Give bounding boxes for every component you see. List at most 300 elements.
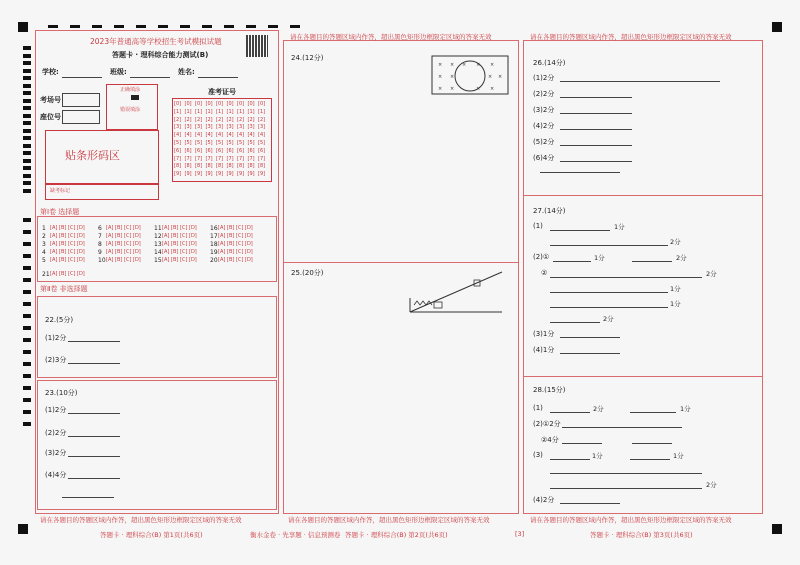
q28-part1: (1) [533,404,543,412]
timing-mark [23,326,31,330]
q28-answer-3b[interactable] [630,459,670,460]
timing-mark [23,338,31,342]
mc-option-bubble[interactable]: [D] [77,233,85,239]
svg-text:×: × [488,74,493,80]
q27-score-3: 1分 [594,254,605,262]
admission-digit-bubble[interactable]: [1] [184,108,192,115]
q28-score-1: 2分 [593,405,604,413]
mc-option-bubble[interactable]: [A] [50,241,58,247]
class-label: 班级: [110,68,127,76]
panel2-footer-warning: 请在各题目的答题区域内作答，超出黑色矩形边框限定区域的答案无效 [288,516,490,524]
mc-option-bubble[interactable]: [C] [180,225,188,231]
q23-part4: (4)4分 [45,471,67,479]
admission-digit-bubble[interactable]: [7] [174,155,182,162]
admission-digit-bubble[interactable]: [5] [226,140,234,146]
timing-mark [23,129,31,133]
admission-digit-bubble[interactable]: [9] [247,171,255,178]
timing-mark [23,410,31,414]
school-field[interactable] [62,77,102,78]
mc-option-bubble[interactable]: [B] [171,257,179,263]
admission-digit-bubble[interactable]: [6] [195,147,203,154]
mc-option-bubble[interactable]: [C] [236,257,244,263]
q27-answer-4[interactable] [560,353,620,354]
q23-answer-1[interactable] [68,413,120,414]
mc-question-number: 3 [42,241,46,248]
timing-mark [23,218,31,222]
mc-option-bubble[interactable]: [A] [106,249,114,255]
mc-option-bubble[interactable]: [B] [227,241,235,247]
admission-digit-bubble[interactable]: [1] [195,108,203,115]
q26-answer-line[interactable] [560,81,720,82]
q27-answer-2c[interactable] [550,277,702,278]
admission-digit-bubble[interactable]: [8] [237,163,245,170]
mc-option-bubble[interactable]: [B] [59,241,67,247]
admission-digit-bubble[interactable]: [3] [184,124,192,131]
top-timing-mark [268,25,278,28]
mc-option-bubble[interactable]: [C] [236,249,244,255]
mc-option-bubble[interactable]: [B] [59,257,67,263]
mc-option-bubble[interactable]: [D] [77,257,85,263]
admission-digit-bubble[interactable]: [5] [247,140,255,146]
q27-score-4: 2分 [676,254,687,262]
admission-digit-bubble[interactable]: [0] [195,101,203,107]
admission-digit-bubble[interactable]: [6] [247,147,255,154]
admission-digit-bubble[interactable]: [7] [258,155,266,162]
admission-digit-bubble[interactable]: [7] [205,155,213,162]
mc-option-bubble[interactable]: [C] [124,257,132,263]
q28-part4: (4)2分 [533,496,555,504]
q26-answer-line[interactable] [560,145,632,146]
q27-part4: (4)1分 [533,346,555,354]
admission-digit-bubble[interactable]: [2] [237,116,245,123]
mc-option-bubble[interactable]: [A] [162,249,170,255]
mc-question-number: 10 [98,257,106,264]
mc-option-bubble[interactable]: [D] [245,249,253,255]
mc-option-bubble[interactable]: [D] [133,241,141,247]
mc-question-number: 20 [210,257,218,264]
q24-title: 24.(12分) [291,54,324,62]
mc-question-number: 4 [42,249,46,256]
admission-digit-bubble[interactable]: [0] [247,101,255,107]
admission-digit-bubble[interactable]: [0] [258,101,266,107]
q27-answer-1a[interactable] [550,230,610,231]
mc-option-bubble[interactable]: [D] [189,225,197,231]
q28-answer-2b[interactable] [562,443,602,444]
admission-digit-bubble[interactable]: [9] [258,171,266,178]
admission-digit-bubble[interactable]: [6] [184,147,192,154]
q23-part1: (1)2分 [45,406,67,414]
section-multiple-choice: 第Ⅰ卷 选择题 [40,208,80,216]
answer-sheet-subtitle: 答题卡 · 理科综合能力测试(B) [112,51,209,59]
mc-option-bubble[interactable]: [D] [133,257,141,263]
top-timing-mark [290,25,300,28]
q24-q25-divider [283,262,518,263]
admission-digit-bubble[interactable]: [3] [195,124,203,131]
q26-part: (6)4分 [533,154,555,162]
admission-digit-bubble[interactable]: [4] [247,132,255,139]
mc-option-bubble[interactable]: [C] [236,225,244,231]
q25-title: 25.(20分) [291,269,324,277]
mc-option-bubble[interactable]: [D] [189,257,197,263]
admission-digit-bubble[interactable]: [1] [174,108,182,115]
mc-option-bubble[interactable]: [B] [59,233,67,239]
admission-digit-bubble[interactable]: [1] [258,108,266,115]
q28-answer-1a[interactable] [550,412,590,413]
mc-question-number: 14 [154,249,162,256]
admission-digit-bubble[interactable]: [9] [205,171,213,178]
q26-answer-line[interactable] [560,97,632,98]
admission-digit-bubble[interactable]: [7] [216,155,224,162]
admission-digit-bubble[interactable]: [0] [237,101,245,107]
mc-option-bubble[interactable]: [B] [227,225,235,231]
mc-option-bubble[interactable]: [D] [133,233,141,239]
q27-answer-2f[interactable] [550,322,600,323]
q23-answer-4b[interactable] [62,497,114,498]
admission-digit-bubble[interactable]: [9] [195,171,203,178]
mc-option-bubble[interactable]: [B] [115,249,123,255]
admission-digit-bubble[interactable]: [8] [226,163,234,170]
admission-digit-bubble[interactable]: [7] [226,155,234,162]
timing-mark [23,314,31,318]
svg-text:×: × [450,74,455,80]
timing-mark [23,266,31,270]
admission-digit-bubble[interactable]: [9] [184,171,192,178]
mc-option-bubble[interactable]: [B] [59,270,67,277]
mc-option-bubble[interactable]: [A] [50,257,58,263]
panel3-footer-page: 答题卡 · 理科综合(B) 第3页(共6页) [590,531,693,539]
admission-digit-bubble[interactable]: [3] [247,124,255,131]
mc-option-bubble[interactable]: [A] [218,249,226,255]
timing-mark [23,422,31,426]
q27-answer-1b[interactable] [550,245,668,246]
q22-part1: (1)2分 [45,334,67,342]
mc-option-bubble[interactable]: [B] [115,233,123,239]
mc-option-bubble[interactable]: [B] [115,241,123,247]
mc-option-bubble[interactable]: [C] [68,233,76,239]
admission-digit-bubble[interactable]: [8] [184,163,192,170]
admission-digit-bubble[interactable]: [8] [247,163,255,170]
admission-digit-bubble[interactable]: [4] [184,132,192,139]
q23-title: 23.(10分) [45,389,78,397]
mc-option-bubble[interactable]: [A] [106,233,114,239]
q28-answer-2c[interactable] [632,443,672,444]
mc-question-number: 18 [210,241,218,248]
q28-answer-3c[interactable] [550,473,702,474]
svg-text:×: × [498,74,503,80]
mc-option-bubble[interactable]: [C] [124,225,132,231]
mc-option-bubble[interactable]: [D] [77,270,85,277]
mc-option-bubble[interactable]: [B] [227,249,235,255]
admission-digit-bubble[interactable]: [9] [174,171,182,178]
admission-digit-bubble[interactable]: [2] [184,116,192,123]
q23-answer-3[interactable] [68,456,120,457]
admission-digit-bubble[interactable]: [7] [195,155,203,162]
q27-score-7: 1分 [670,300,681,308]
timing-mark [23,114,31,118]
q26-answer-line-extra[interactable] [540,172,620,173]
admission-digit-bubble[interactable]: [8] [174,163,182,170]
mc-option-bubble[interactable]: [C] [180,249,188,255]
admission-digit-bubble[interactable]: [0] [216,101,224,107]
mc-option-bubble[interactable]: [A] [162,257,170,263]
mc-option-bubble[interactable]: [C] [68,249,76,255]
mc-question-number: 16 [210,225,218,232]
admission-digit-bubble[interactable]: [4] [195,132,203,139]
admission-digit-bubble[interactable]: [4] [216,132,224,139]
mc-option-bubble[interactable]: [D] [77,249,85,255]
mc-option-bubble[interactable]: [D] [77,225,85,231]
q22-part2: (2)3分 [45,356,67,364]
top-timing-mark [136,25,146,28]
corner-mark [18,524,28,534]
name-field[interactable] [198,77,238,78]
admission-digit-bubble[interactable]: [0] [226,101,234,107]
admission-digit-bubble[interactable]: [5] [258,140,266,146]
name-label: 姓名: [178,68,195,76]
section-non-multiple-choice: 第Ⅱ卷 非选择题 [40,285,88,293]
admission-digit-bubble[interactable]: [2] [195,116,203,123]
mc-question-number: 1 [42,225,46,232]
mc-option-bubble[interactable]: [C] [68,225,76,231]
q23-part2: (2)2分 [45,429,67,437]
mc-option-bubble[interactable]: [D] [245,233,253,239]
admission-digit-bubble[interactable]: [1] [205,108,213,115]
q27-score-2: 2分 [670,238,681,246]
timing-mark [23,350,31,354]
exam-title: 2023年普通高等学校招生考试模拟试题 [90,37,222,46]
q28-answer-2a[interactable] [562,427,682,428]
class-field[interactable] [130,77,170,78]
q27-q28-divider [523,376,762,377]
q27-answer-2b[interactable] [632,261,672,262]
exam-room-label: 考场号 [40,96,61,104]
admission-digit-bubble[interactable]: [5] [237,140,245,146]
admission-digit-bubble[interactable]: [6] [174,147,182,154]
admission-digit-bubble[interactable]: [5] [174,140,182,146]
q28-title: 28.(15分) [533,386,566,394]
mc-option-bubble[interactable]: [A] [218,225,226,231]
admission-digit-bubble[interactable]: [3] [216,124,224,131]
mc-option-bubble[interactable]: [B] [59,225,67,231]
admission-digit-bubble[interactable]: [2] [174,116,182,123]
q27-score-1: 1分 [614,223,625,231]
q23-answer-2[interactable] [68,436,120,437]
admission-digit-bubble[interactable]: [4] [237,132,245,139]
admission-digit-bubble[interactable]: [5] [184,140,192,146]
timing-mark [23,374,31,378]
q28-answer-3d[interactable] [550,488,702,489]
mc-option-bubble[interactable]: [D] [133,249,141,255]
q28-answer-1b[interactable] [630,412,676,413]
admission-digit-bubble[interactable]: [2] [226,116,234,123]
q28-score-4: 1分 [673,452,684,460]
mc-option-bubble[interactable]: [C] [236,241,244,247]
q27-score-6: 1分 [670,285,681,293]
admission-digit-bubble[interactable]: [0] [174,101,182,107]
admission-digit-bubble[interactable]: [2] [258,116,266,123]
timing-mark [23,151,31,155]
mc-option-bubble[interactable]: [B] [227,233,235,239]
missing-mark-label: 缺考标记 [50,188,71,194]
mc-option-bubble[interactable]: [C] [68,241,76,247]
admission-digit-bubble[interactable]: [8] [216,163,224,170]
admission-digit-bubble[interactable]: [7] [247,155,255,162]
mc-option-bubble[interactable]: [A] [218,241,226,247]
mc-option-bubble[interactable]: [B] [227,257,235,263]
q26-title: 26.(14分) [533,59,566,67]
mc-question-number: 19 [210,249,218,256]
mc-question-number: 2 [42,233,46,240]
mc-option-bubble[interactable]: [D] [189,241,197,247]
top-timing-mark [70,25,80,28]
panel2-footer-brand: 衡水金卷 · 先享题 · 信息预测卷 [250,531,341,539]
admission-digit-bubble[interactable]: [5] [205,140,213,146]
admission-digit-bubble[interactable]: [5] [216,140,224,146]
mc-option-bubble[interactable]: [A] [218,233,226,239]
q26-answer-line[interactable] [560,161,632,162]
mc-option-bubble[interactable]: [C] [124,233,132,239]
admission-digit-bubble[interactable]: [3] [226,124,234,131]
mc-option-bubble[interactable]: [C] [124,249,132,255]
q26-answer-line[interactable] [560,113,632,114]
mc-option-bubble[interactable]: [A] [162,225,170,231]
admission-digit-bubble[interactable]: [1] [226,108,234,115]
mc-option-bubble[interactable]: [C] [236,233,244,239]
admission-digit-bubble[interactable]: [6] [237,147,245,154]
mc-option-bubble[interactable]: [A] [50,233,58,239]
q28-answer-4[interactable] [560,503,620,504]
admission-digit-bubble[interactable]: [2] [205,116,213,123]
admission-digit-bubble[interactable]: [0] [205,101,213,107]
admission-digit-bubble[interactable]: [1] [247,108,255,115]
seat-box[interactable] [62,110,100,124]
admission-digit-bubble[interactable]: [2] [247,116,255,123]
admission-digit-bubble[interactable]: [3] [174,124,182,131]
mc-option-bubble[interactable]: [A] [106,241,114,247]
mc-option-bubble[interactable]: [B] [171,241,179,247]
mc-option-bubble[interactable]: [C] [124,241,132,247]
timing-mark [23,166,31,170]
admission-digit-bubble[interactable]: [3] [258,124,266,131]
exam-room-box[interactable] [62,93,100,107]
admission-digit-bubble[interactable]: [7] [237,155,245,162]
mc-option-bubble[interactable]: [B] [171,249,179,255]
admission-digit-bubble[interactable]: [1] [237,108,245,115]
admission-digit-bubble[interactable]: [6] [216,147,224,154]
q27-answer-2a[interactable] [553,261,591,262]
admission-digit-bubble[interactable]: [8] [195,163,203,170]
mc-option-bubble[interactable]: [C] [68,257,76,263]
admission-digit-bubble[interactable]: [4] [174,132,182,139]
q26-part: (5)2分 [533,138,555,146]
q27-answer-2d[interactable] [550,292,668,293]
mc-option-bubble[interactable]: [A] [106,257,114,263]
mc-option-bubble[interactable]: [B] [115,257,123,263]
timing-mark [23,99,31,103]
q27-circle-2: ② [541,269,548,277]
top-timing-mark [158,25,168,28]
mc-option-bubble[interactable]: [C] [180,257,188,263]
q22-answer-2[interactable] [68,363,120,364]
mc-option-bubble[interactable]: [B] [171,233,179,239]
q22-answer-1[interactable] [68,341,120,342]
mc-option-bubble[interactable]: [C] [180,233,188,239]
mc-option-bubble[interactable]: [A] [106,225,114,231]
admission-digit-bubble[interactable]: [9] [226,171,234,178]
svg-text:×: × [438,86,443,92]
mc-option-bubble[interactable]: [A] [50,225,58,231]
mc-option-bubble[interactable]: [A] [50,249,58,255]
admission-digit-bubble[interactable]: [2] [216,116,224,123]
admission-digit-bubble[interactable]: [1] [216,108,224,115]
mc-option-bubble[interactable]: [A] [50,270,58,277]
admission-digit-bubble[interactable]: [7] [184,155,192,162]
admission-digit-bubble[interactable]: [3] [205,124,213,131]
mc-option-bubble[interactable]: [D] [245,225,253,231]
q28-part2: (2)①2分 [533,420,561,428]
mc-question-number: 8 [98,241,102,248]
timing-mark [23,181,31,185]
admission-digit-bubble[interactable]: [0] [184,101,192,107]
admission-digit-bubble[interactable]: [5] [195,140,203,146]
mc-option-bubble[interactable]: [D] [189,249,197,255]
admission-digit-bubble[interactable]: [9] [216,171,224,178]
mc-option-bubble[interactable]: [C] [180,241,188,247]
mc-option-bubble[interactable]: [C] [68,270,76,277]
q23-answer-4a[interactable] [68,478,120,479]
mc-option-bubble[interactable]: [D] [189,233,197,239]
panel1-footer-warning: 请在各题目的答题区域内作答，超出黑色矩形边框限定区域的答案无效 [40,516,242,524]
q27-answer-2e[interactable] [550,307,668,308]
admission-digit-bubble[interactable]: [4] [205,132,213,139]
q27-answer-3[interactable] [560,337,620,338]
q28-answer-3a[interactable] [550,459,590,460]
timing-mark [23,136,31,140]
admission-digit-bubble[interactable]: [8] [205,163,213,170]
panel3-top-warning: 请在各题目的答题区域内作答，超出黑色矩形边框限定区域的答案无效 [530,33,732,41]
mc-option-bubble[interactable]: [D] [77,241,85,247]
admission-digit-bubble[interactable]: [6] [258,147,266,154]
mc-option-bubble[interactable]: [B] [59,249,67,255]
admission-digit-bubble[interactable]: [4] [258,132,266,139]
mc-option-bubble[interactable]: [D] [133,225,141,231]
admission-digit-bubble[interactable]: [6] [226,147,234,154]
timing-mark [23,106,31,110]
mc-option-bubble[interactable]: [B] [171,225,179,231]
timing-mark [23,46,31,50]
admission-digit-bubble[interactable]: [4] [226,132,234,139]
admission-digit-bubble[interactable]: [9] [237,171,245,178]
q28-score-3: 1分 [592,452,603,460]
timing-mark [23,386,31,390]
mc-option-bubble[interactable]: [A] [218,257,226,263]
q26-answer-line[interactable] [560,129,632,130]
q25-incline-figure [408,270,504,316]
admission-digit-bubble[interactable]: [8] [258,163,266,170]
admission-digit-bubble[interactable]: [3] [237,124,245,131]
svg-text:×: × [490,86,495,92]
mc-option-bubble[interactable]: [D] [245,241,253,247]
mc-option-bubble[interactable]: [A] [162,241,170,247]
mc-question-number: 11 [154,225,162,232]
mc-option-bubble[interactable]: [B] [115,225,123,231]
mc-option-bubble[interactable]: [A] [162,233,170,239]
corner-mark [772,22,782,32]
mc-option-bubble[interactable]: [D] [245,257,253,263]
admission-digit-bubble[interactable]: [6] [205,147,213,154]
timing-mark [23,84,31,88]
panel2-footer-page: 答题卡 · 理科综合(B) 第2页(共6页) [345,531,448,539]
